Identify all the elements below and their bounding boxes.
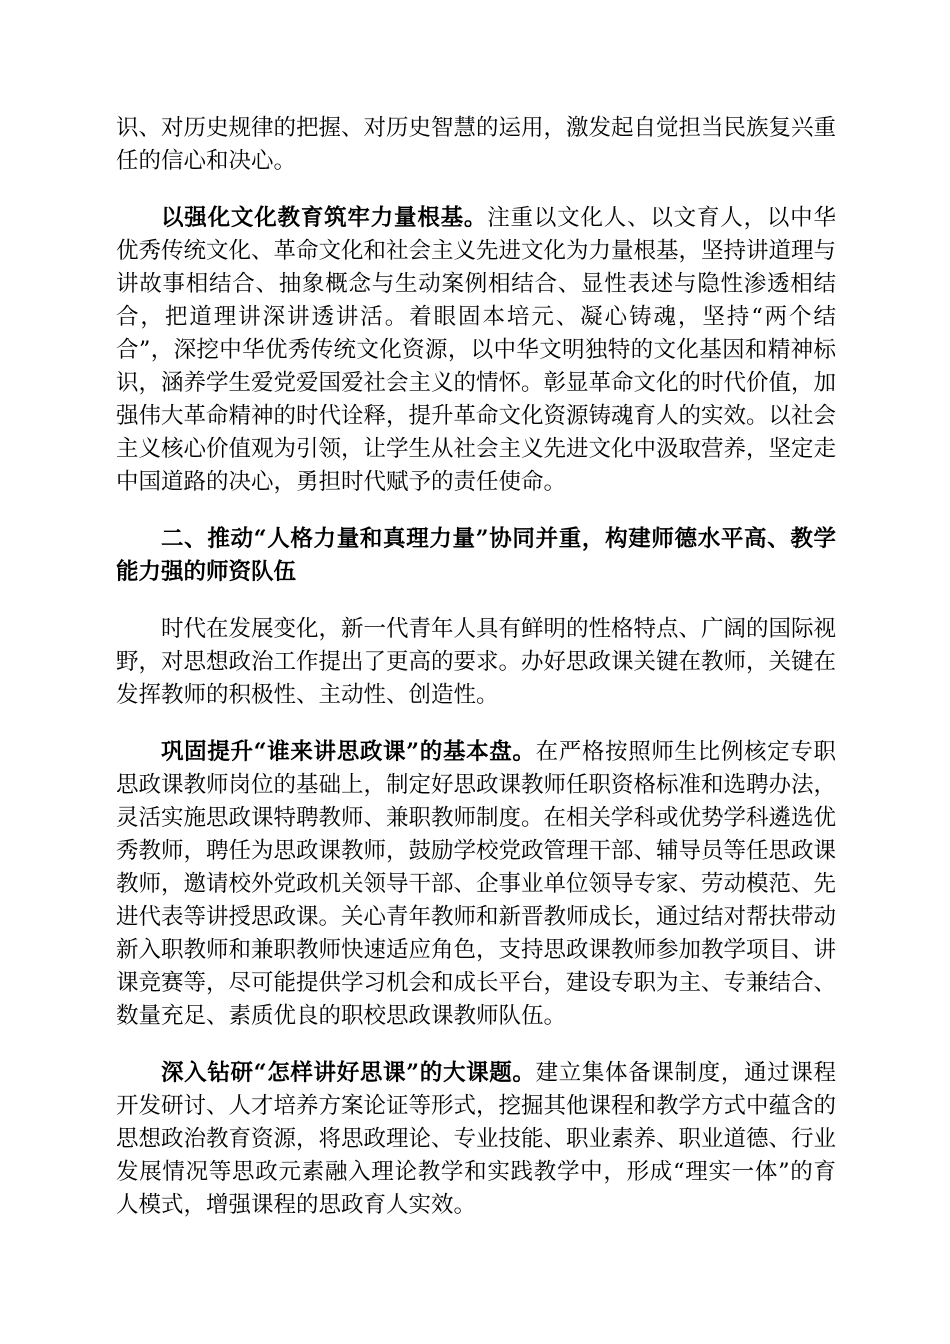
paragraph-intro-teachers (116, 613, 836, 712)
paragraph-text: 识、对历史规律的把握、对历史智慧的运用，激发起自觉担当民族复兴重任的信心和决心。 (116, 115, 837, 174)
paragraph-lead: 以强化文化教育筑牢力量根基。 (161, 205, 488, 231)
document-body (116, 112, 836, 1246)
paragraph-how-to-teach (116, 1057, 836, 1222)
paragraph-text: 注重以文化人、以文育人，以中华优秀传统文化、革命文化和社会主义先进文化为力量根基，坚持讲道理与讲故事相结合、抽象概念与生动案例相结合、显性表述与隐性渗透相结合，把道理讲深讲透讲活。着眼固本培元、凝心铸魂，坚持“两个结合”，深挖中华优秀传统文化资源，以中华文明独特的文化基因和精神标识，涵养学生爱党爱国爱社会主义的情怀。彰显革命文化的时代价值，加强伟大革命精神的时代诠释，提升革命文化资源铸魂育人的实效。以社会主义核心价值观为引领，让学生从社会主义先进文化中汲取营养，坚定走中国道路的决心，勇担时代赋予的责任使命。 (116, 205, 837, 495)
paragraph-lead: 深入钻研“怎样讲好思课”的大课题。 (161, 1060, 536, 1086)
section-heading-two: 二、推动“人格力量和真理力量”协同并重，构建师德水平高、教学能力强的师资队伍 (116, 526, 836, 585)
paragraph-text: 建立集体备课制度，通过课程开发研讨、人才培养方案论证等形式，挖掘其他课程和教学方式中蕴含的思想政治教育资源，将思政理论、专业技能、职业素养、职业道德、行业发展情况等思政元素融入理论教学和实践教学中，形成“理实一体”的育人模式，增强课程的思政育人实效。 (116, 1060, 837, 1218)
paragraph-continuation (116, 112, 836, 178)
paragraph-who-teaches (116, 736, 836, 1033)
paragraph-lead: 巩固提升“谁来讲思政课”的基本盘。 (161, 739, 536, 765)
paragraph-text: 在严格按照师生比例核定专职思政课教师岗位的基础上，制定好思政课教师任职资格标准和选聘办法，灵活实施思政课特聘教师、兼职教师制度。在相关学科或优势学科遴选优秀教师，聘任为思政课教师，鼓励学校党政管理干部、辅导员等任思政课教师，邀请校外党政机关领导干部、企事业单位领导专家、劳动模范、先进代表等讲授思政课。关心青年教师和新晋教师成长，通过结对帮扶带动新入职教师和兼职教师快速适应角色，支持思政课教师参加教学项目、讲课竞赛等，尽可能提供学习机会和成长平台，建设专职为主、专兼结合、数量充足、素质优良的职校思政课教师队伍。 (116, 739, 837, 1029)
paragraph-culture-education (116, 202, 836, 499)
paragraph-text: 时代在发展变化，新一代青年人具有鲜明的性格特点、广阔的国际视野，对思想政治工作提出了更高的要求。办好思政课关键在教师，关键在发挥教师的积极性、主动性、创造性。 (116, 616, 837, 708)
